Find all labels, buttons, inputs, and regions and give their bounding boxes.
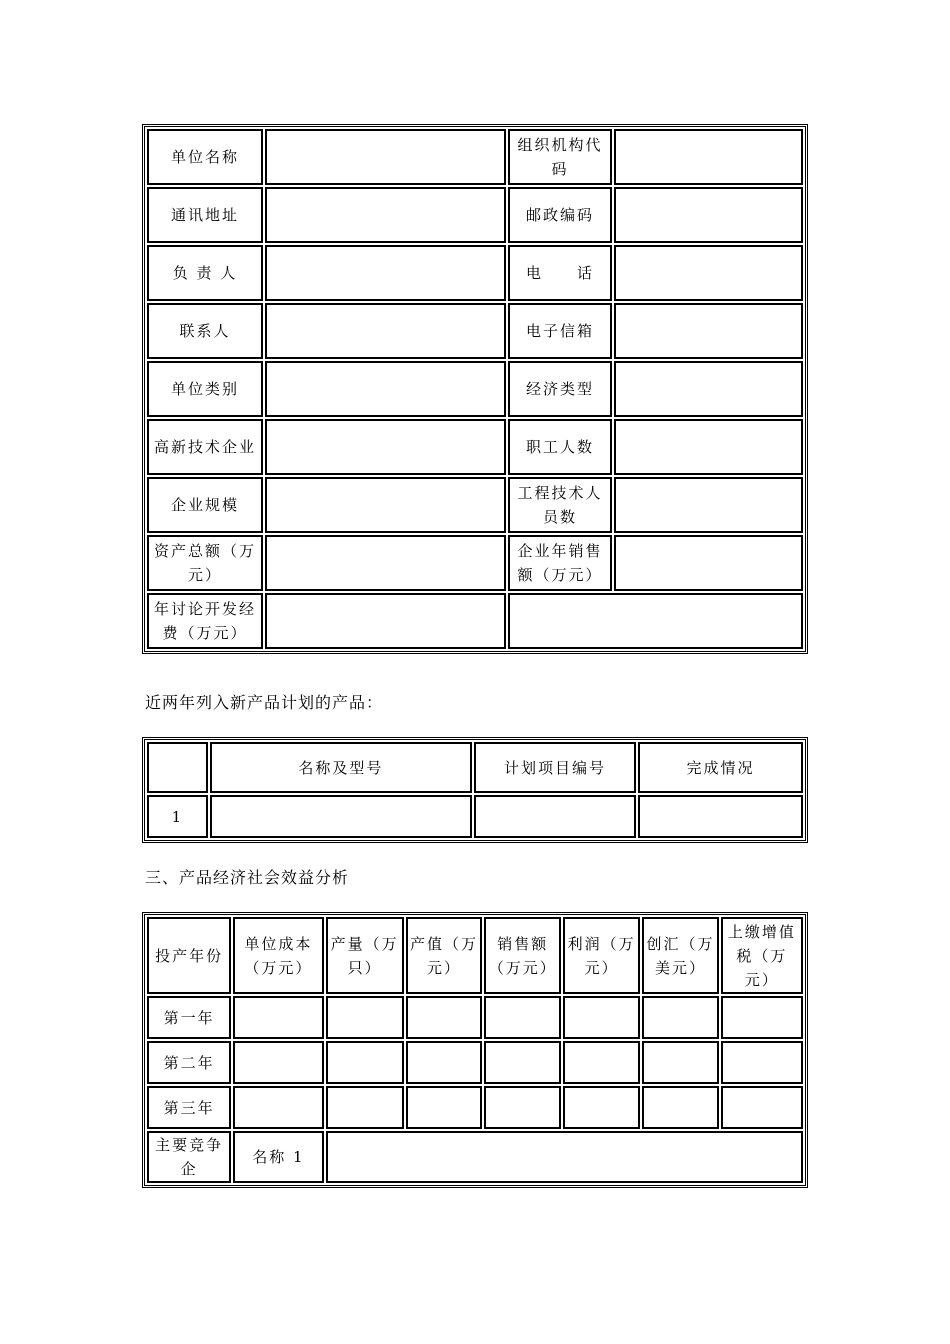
header-profit: 利润（万元） (563, 917, 640, 994)
table-cell[interactable] (642, 1041, 719, 1084)
field-person-in-charge[interactable] (265, 245, 506, 301)
field-rd-funding[interactable] (265, 593, 506, 649)
table-cell[interactable] (563, 996, 640, 1039)
new-products-table (142, 737, 808, 843)
field-unit-category[interactable] (265, 361, 506, 417)
header-production-year: 投产年份 (147, 917, 231, 994)
table-row (147, 245, 803, 301)
table-cell[interactable] (642, 996, 719, 1039)
new-products-caption: 近两年列入新产品计划的产品： (145, 693, 384, 712)
field-total-assets[interactable] (265, 535, 506, 591)
table-header-row (147, 917, 803, 994)
table-row (147, 187, 803, 243)
field-postcode[interactable] (614, 187, 803, 243)
field-high-tech[interactable] (265, 419, 506, 475)
label-engineer-count: 工程技术人员数 (508, 477, 612, 533)
table-cell[interactable] (326, 1041, 404, 1084)
table-cell[interactable] (233, 996, 324, 1039)
table-cell[interactable] (563, 1086, 640, 1129)
table-row (147, 795, 803, 838)
table-cell[interactable] (326, 1086, 404, 1129)
label-annual-sales: 企业年销售额（万元） (508, 535, 612, 591)
table-cell[interactable] (721, 1086, 803, 1129)
table-row (147, 996, 803, 1039)
header-status: 完成情况 (638, 742, 803, 793)
label-email: 电子信箱 (508, 303, 612, 359)
label-contact: 联系人 (147, 303, 263, 359)
field-status[interactable] (638, 795, 803, 838)
field-annual-sales[interactable] (614, 535, 803, 591)
label-employee-count: 职工人数 (508, 419, 612, 475)
table-cell[interactable] (484, 1041, 561, 1084)
table-cell[interactable] (406, 996, 483, 1039)
header-name-model: 名称及型号 (210, 742, 472, 793)
table-cell[interactable] (406, 1086, 483, 1129)
table-cell[interactable] (484, 996, 561, 1039)
table-row (147, 1041, 803, 1084)
label-enterprise-scale: 企业规模 (147, 477, 263, 533)
header-output-value: 产值（万元） (406, 917, 483, 994)
field-email[interactable] (614, 303, 803, 359)
table-cell[interactable] (406, 1041, 483, 1084)
table-row (147, 477, 803, 533)
year-label: 第一年 (147, 996, 231, 1039)
table-cell[interactable] (484, 1086, 561, 1129)
field-name-model[interactable] (210, 795, 472, 838)
field-employee-count[interactable] (614, 419, 803, 475)
label-rd-funding: 年讨论开发经费（万元） (147, 593, 263, 649)
header-plan-number: 计划项目编号 (474, 742, 636, 793)
header-sales: 销售额（万元） (484, 917, 561, 994)
label-unit-name: 单位名称 (147, 129, 263, 185)
table-cell[interactable] (642, 1086, 719, 1129)
table-row (147, 419, 803, 475)
table-header-row (147, 742, 803, 793)
label-unit-category: 单位类别 (147, 361, 263, 417)
label-economic-type: 经济类型 (508, 361, 612, 417)
header-output: 产量（万只） (326, 917, 404, 994)
field-phone[interactable] (614, 245, 803, 301)
header-forex: 创汇（万美元） (642, 917, 719, 994)
year-label: 第三年 (147, 1086, 231, 1129)
field-engineer-count[interactable] (614, 477, 803, 533)
label-competitor-name-1: 名称 1 (233, 1131, 324, 1183)
header-vat: 上缴增值税（万元） (721, 917, 803, 994)
basic-info-table (142, 124, 808, 654)
table-row (147, 361, 803, 417)
label-postcode: 邮政编码 (508, 187, 612, 243)
field-economic-type[interactable] (614, 361, 803, 417)
header-unit-cost: 单位成本（万元） (233, 917, 324, 994)
table-cell[interactable] (721, 996, 803, 1039)
table-cell[interactable] (563, 1041, 640, 1084)
field-unit-name[interactable] (265, 129, 506, 185)
label-address: 通讯地址 (147, 187, 263, 243)
table-row (147, 1086, 803, 1129)
table-cell[interactable] (233, 1041, 324, 1084)
year-label: 第二年 (147, 1041, 231, 1084)
row-index: 1 (147, 795, 208, 838)
table-row (147, 593, 803, 649)
table-row (147, 303, 803, 359)
table-cell[interactable] (326, 996, 404, 1039)
field-enterprise-scale[interactable] (265, 477, 506, 533)
table-row (147, 1131, 803, 1183)
benefit-analysis-table (142, 912, 808, 1188)
label-total-assets: 资产总额（万元） (147, 535, 263, 591)
label-high-tech: 高新技术企业 (147, 419, 263, 475)
field-merged-blank[interactable] (508, 593, 803, 649)
table-row (147, 129, 803, 185)
label-main-competitors: 主要竞争企 (147, 1131, 231, 1183)
field-competitor-name-1[interactable] (326, 1131, 803, 1183)
label-org-code: 组织机构代码 (508, 129, 612, 185)
table-row (147, 535, 803, 591)
benefit-analysis-caption: 三、产品经济社会效益分析 (145, 868, 350, 887)
field-plan-number[interactable] (474, 795, 636, 838)
header-index (147, 742, 208, 793)
table-cell[interactable] (721, 1041, 803, 1084)
label-phone: 电 话 (508, 245, 612, 301)
field-contact[interactable] (265, 303, 506, 359)
label-person-in-charge: 负 责 人 (147, 245, 263, 301)
table-cell[interactable] (233, 1086, 324, 1129)
field-address[interactable] (265, 187, 506, 243)
field-org-code[interactable] (614, 129, 803, 185)
